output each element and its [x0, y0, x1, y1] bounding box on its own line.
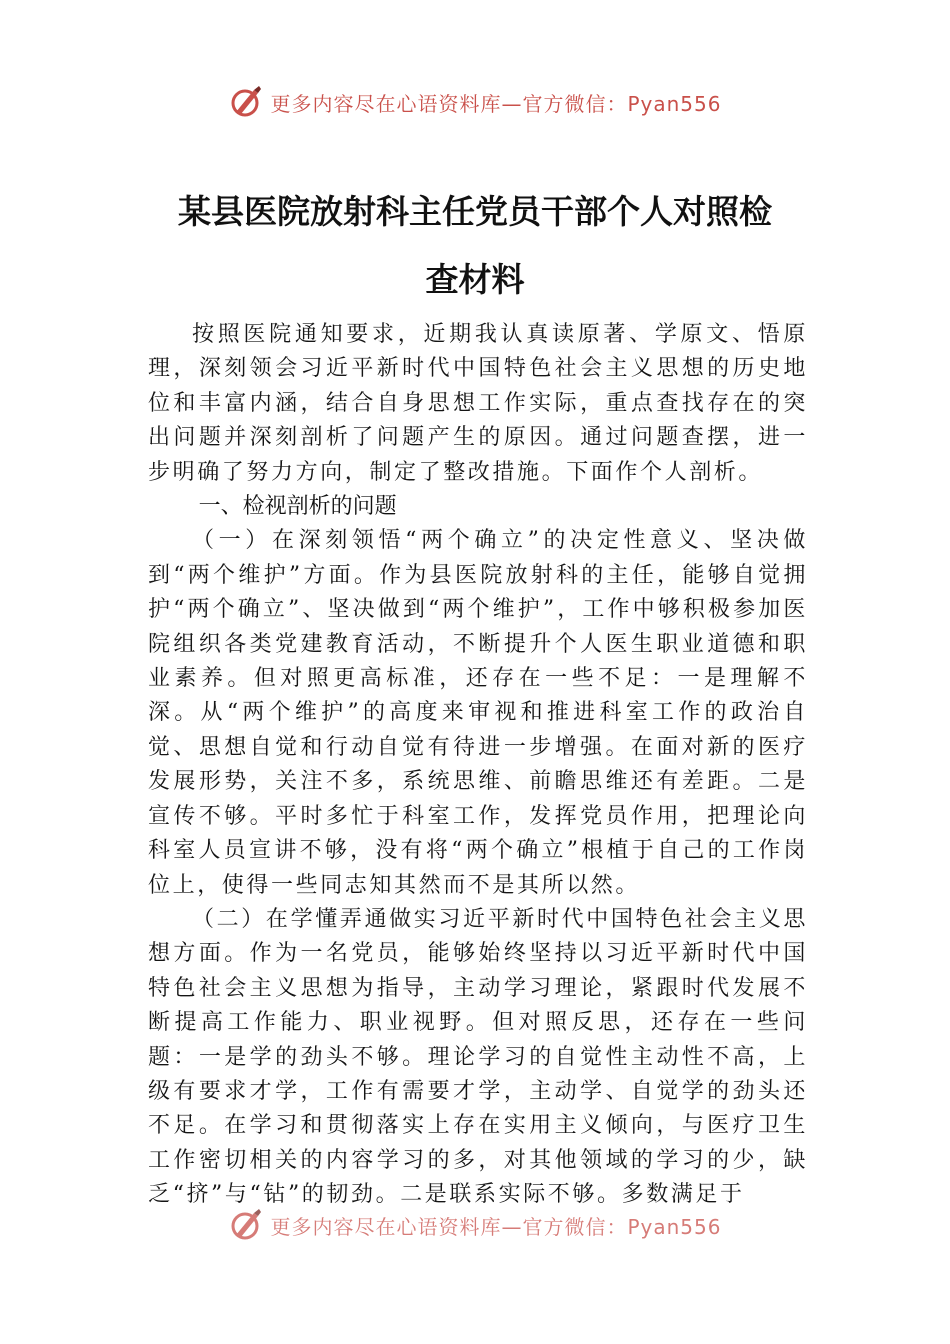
watermark-header: [0, 82, 950, 122]
document-title-line1: 某县医院放射科主任党员干部个人对照检: [178, 192, 772, 231]
watermark-text: 更多内容尽在心语资料库—官方微信：Pyan556: [270, 1214, 722, 1239]
intro-paragraph: 按照医院通知要求，近期我认真读原著、学原文、悟原理，深刻领会习近平新时代中国特色社会主义思想的历史地位和丰富内涵，结合自身思想工作实际，重点查找存在的突出问题并深刻剖析了问题产生的原因。通过问题查摆，进一步明确了努力方向，制定了整改措施。下面作个人剖析。: [148, 322, 808, 485]
document-title-line2: 查材料: [425, 260, 525, 299]
pen-logo-icon: [228, 84, 264, 120]
watermark-footer: [0, 1205, 950, 1245]
document-body: [148, 318, 808, 1213]
pen-logo-icon: [228, 1207, 264, 1243]
watermark-text: 更多内容尽在心语资料库—官方微信：Pyan556: [270, 91, 722, 116]
paragraph-1: （一）在深刻领悟“两个确立”的决定性意义、坚决做到“两个维护”方面。作为县医院放射科的主任，能够自觉拥护“两个确立”、坚决做到“两个维护”，工作中够积极参加医院组织各类党建教育活动，不断提升个人医生职业道德和职业素养。但对照更高标准，还存在一些不足：一是理解不深。从“两个维护”的高度来审视和推进科室工作的政治自觉、思想自觉和行动自觉有待进一步增强。在面对新的医疗发展形势，关注不多，系统思维、前瞻思维还有差距。二是宣传不够。平时多忙于科室工作，发挥党员作用，把理论向科室人员宣讲不够，没有将“两个确立”根植于自己的工作岗位上，使得一些同志知其然而不是其所以然。: [148, 528, 808, 898]
paragraph-2: （二）在学懂弄通做实习近平新时代中国特色社会主义思想方面。作为一名党员，能够始终坚持以习近平新时代中国特色社会主义思想为指导，主动学习理论，紧跟时代发展不断提高工作能力、职业视野。但对照反思，还存在一些问题：一是学的劲头不够。理论学习的自觉性主动性不高，上级有要求才学，工作有需要才学，主动学、自觉学的劲头还不足。在学习和贯彻落实上存在实用主义倾向，与医疗卫生工作密切相关的内容学习的多，对其他领域的学习的少，缺乏“挤”与“钻”的韧劲。二是联系实际不够。多数满足于: [148, 906, 808, 1208]
section-heading: 一、检视剖析的问题: [198, 494, 397, 520]
